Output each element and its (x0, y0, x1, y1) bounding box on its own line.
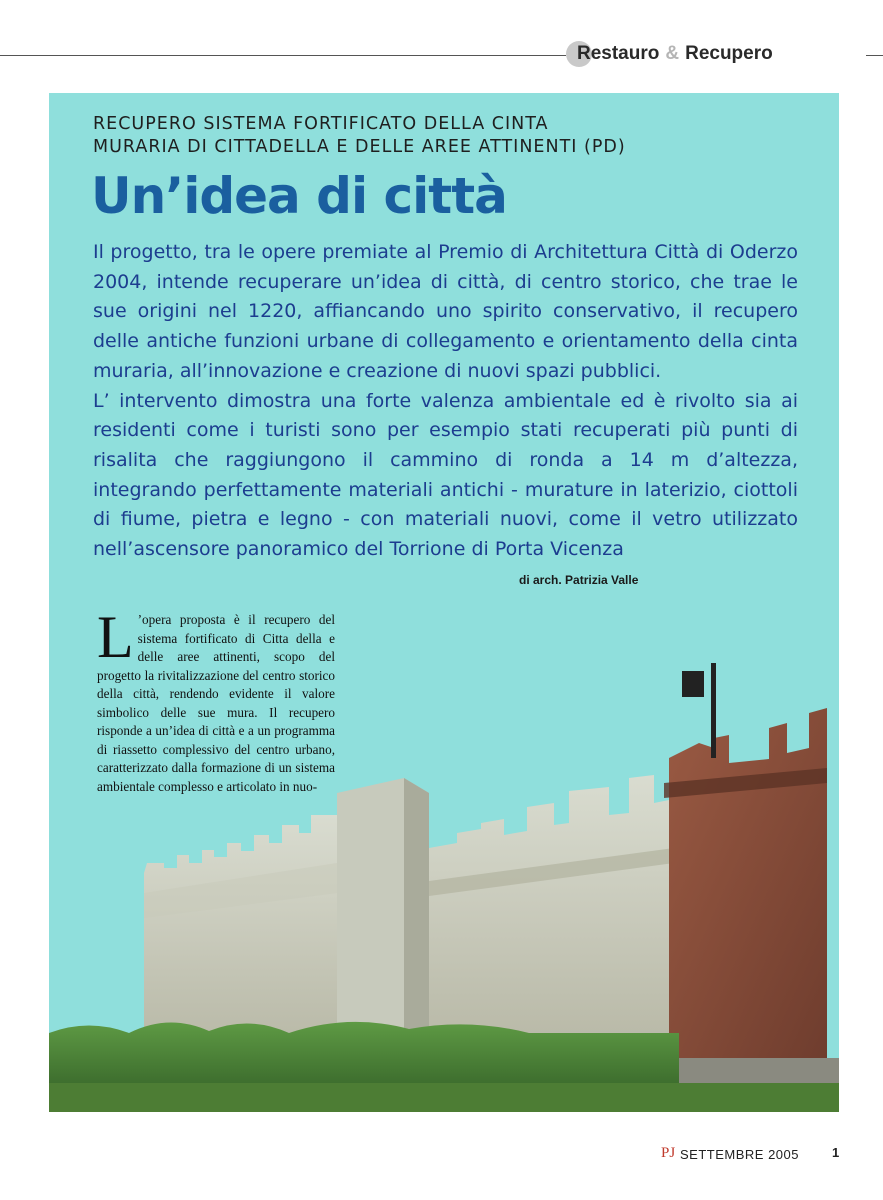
section-title (577, 43, 773, 65)
section-title-part1: Restauro (577, 43, 660, 64)
lead-paragraph-1: Il progetto, tra le opere premiate al Premio di Architettura Città di Oderzo 2004, intende recuperare un’idea di città, di centro storico, che trae le sue origini nel 1220, affiancando uno spirito conservativo, il recupero delle antiche funzioni urbane di collegamento e orientamento della cinta muraria, all’innovazione e creazione di nuovi spazi pubblici. (93, 241, 798, 382)
article-panel (49, 93, 839, 1112)
section-ampersand: & (665, 43, 680, 64)
author-byline: di arch. Patrizia Valle (519, 573, 639, 587)
article-body (97, 604, 335, 796)
article-title: Un’idea di città (91, 167, 507, 225)
article-kicker (93, 113, 793, 159)
kicker-line-1: RECUPERO SISTEMA FORTIFICATO DELLA CINTA (93, 114, 549, 134)
lead-paragraph-2: L’ intervento dimostra una forte valenza ambientale ed è rivolto sia ai residenti come i turisti sono per esempio stati recuperati più punti di risalita che raggiungono il cammino di ronda a 14 m d’altezza, integrando perfettamente materiali antichi - murature in laterizio, ciottoli di fiume, pietra e legno - con materiali nuovi, come il vetro utilizzato nell’ascensore panoramico del Torrione di Porta Vicenza (93, 389, 798, 561)
page-number: 1 (832, 1145, 840, 1160)
body-text: ’opera proposta è il recupero del sistema fortificato di Citta della e delle aree attinenti, scopo del progetto la rivitalizzazione del centro storico della città, rendendo evidente il valore simbolico delle sue mura. Il recupero risponde a un’idea di città e a un programma di riassetto complessivo del centro urbano, caratterizzato dalla formazione di un sistema ambientale complesso e articolato in nuo- (97, 612, 335, 794)
drop-cap: L (97, 604, 134, 670)
section-tag (566, 40, 866, 68)
section-title-part2: Recupero (685, 43, 773, 64)
issue-date: SETTEMBRE 2005 (680, 1147, 799, 1162)
kicker-line-2: MURARIA DI CITTADELLA E DELLE AREE ATTINENTI (PD) (93, 137, 626, 157)
article-lead (93, 238, 798, 565)
magazine-logo: PJ (661, 1145, 676, 1161)
